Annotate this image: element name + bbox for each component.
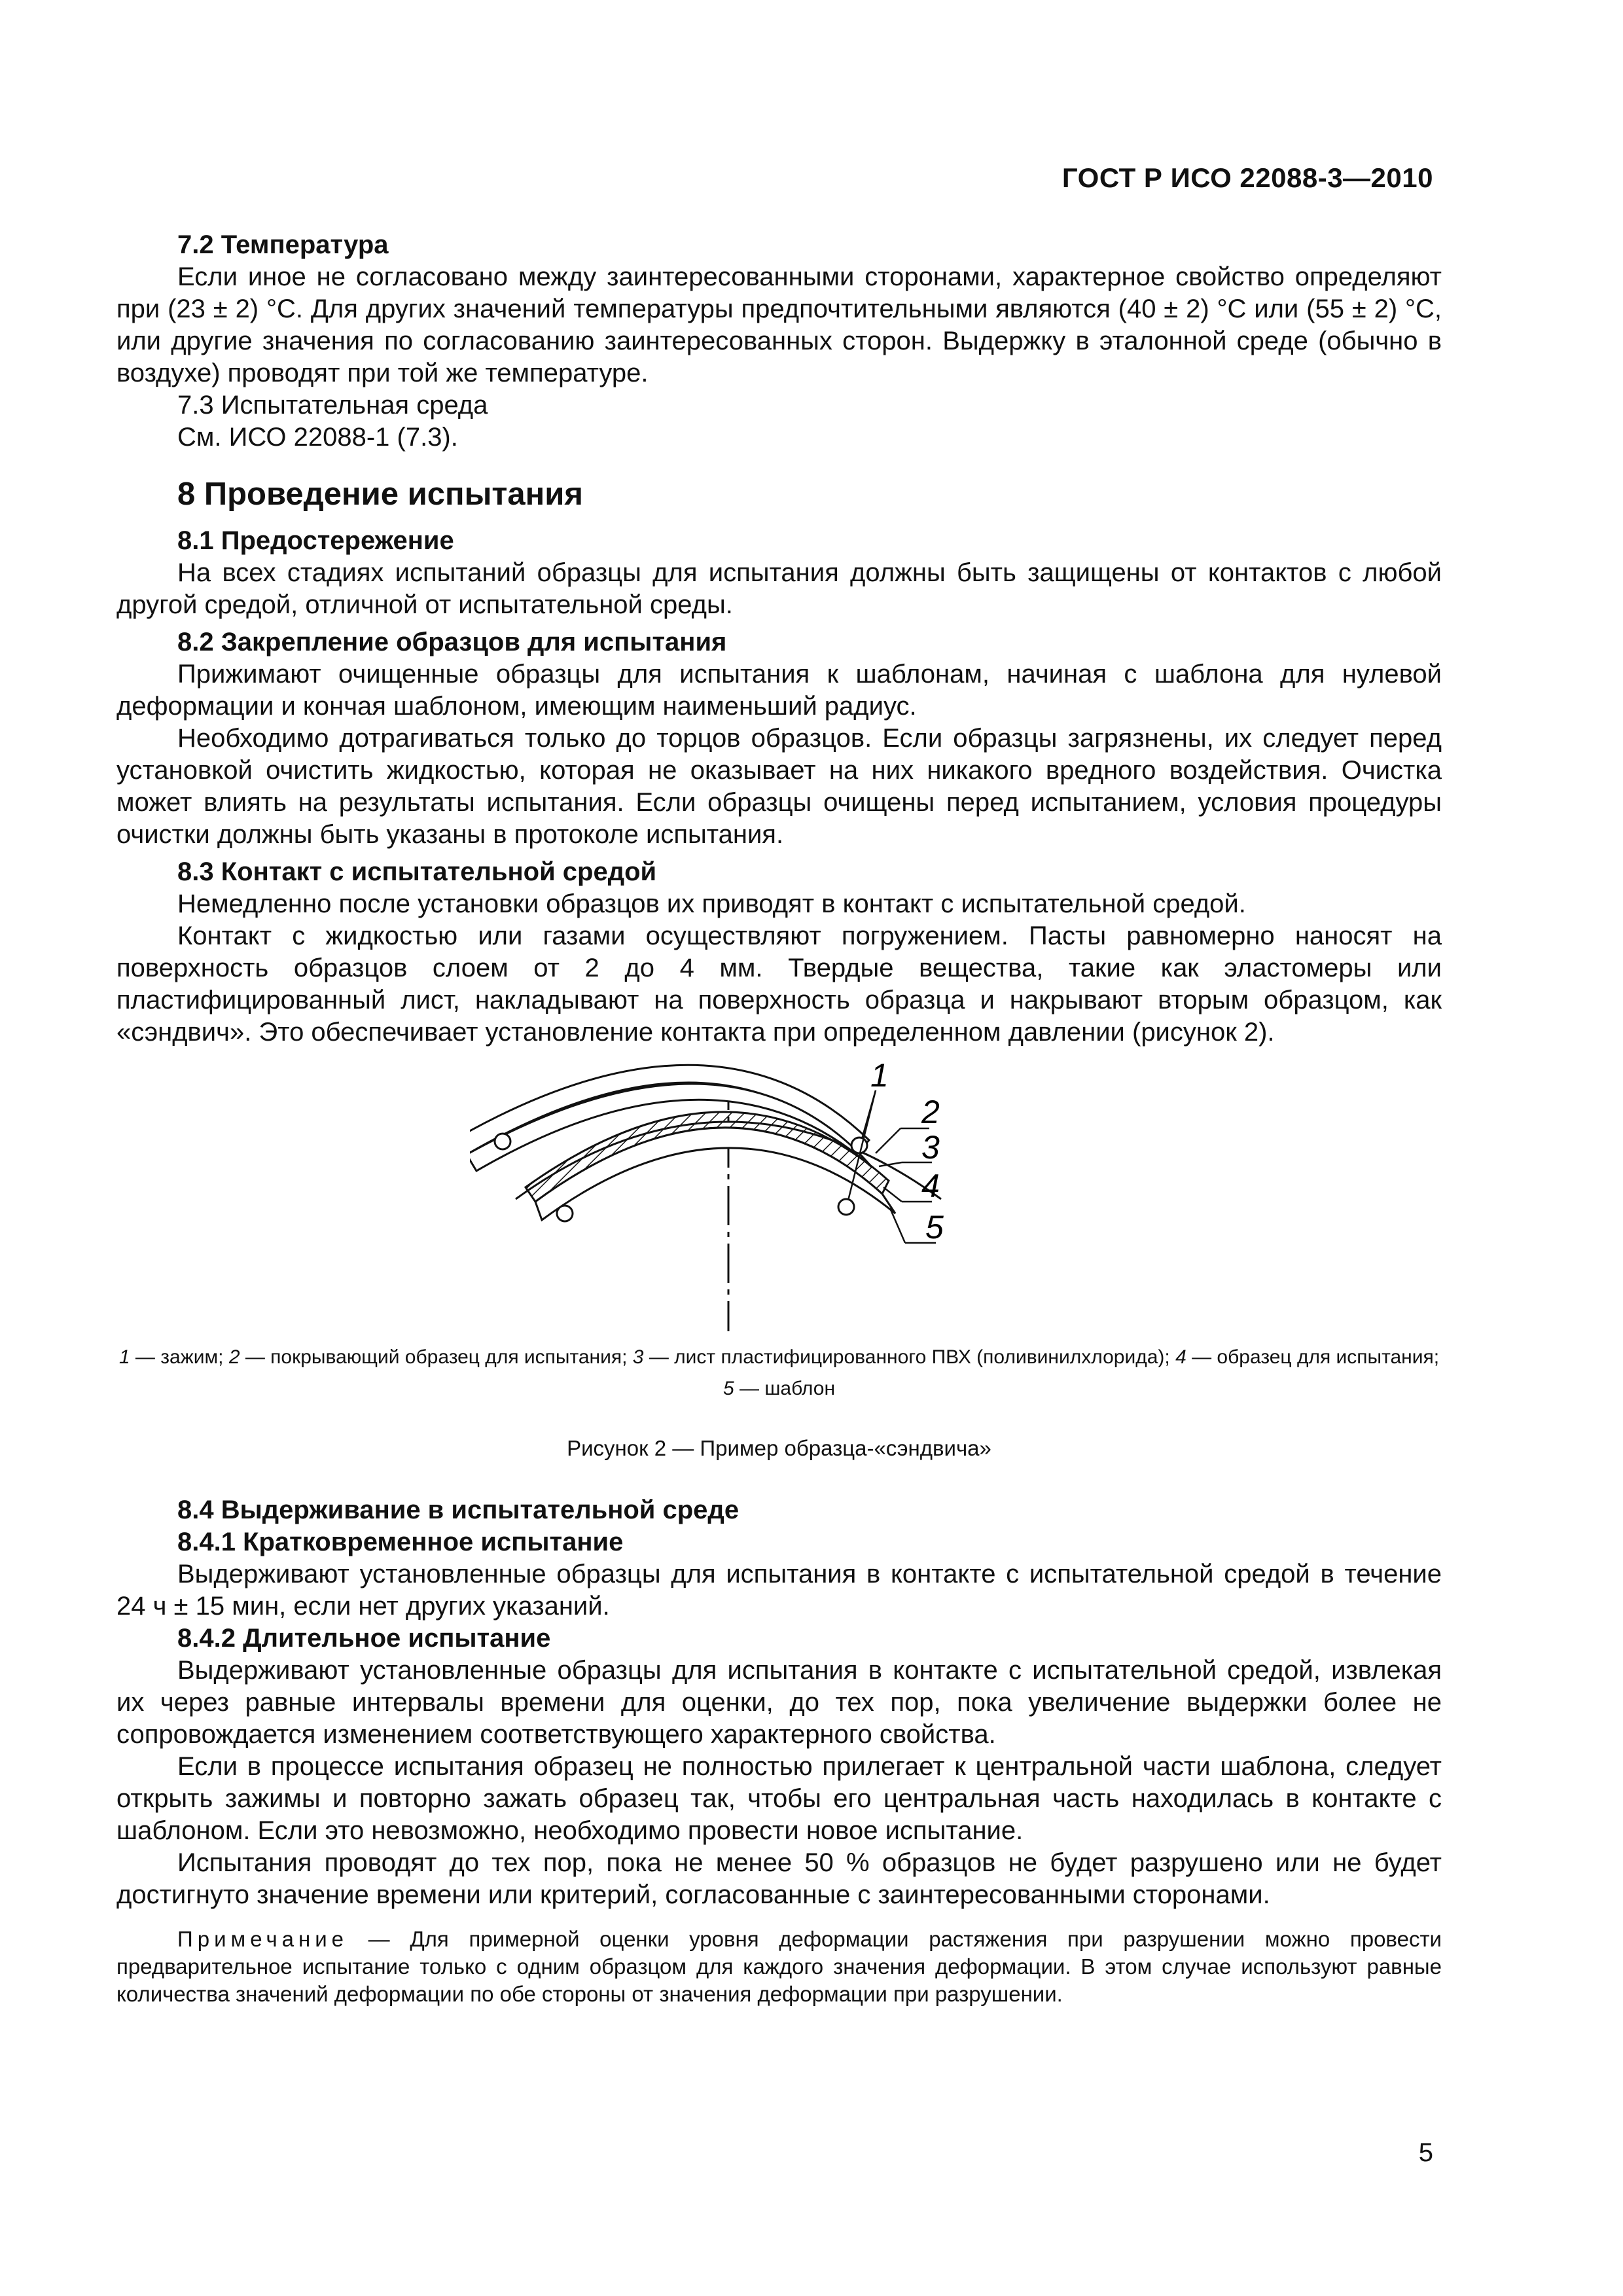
note-label: Примечание [177, 1927, 349, 1951]
paragraph-8-4-1: Выдерживают установленные образцы для испытания в контакте с испытательной средой в течение 24 ч ± 15 мин, если нет других указаний. [116, 1560, 1442, 1621]
clamp-left-top [495, 1134, 510, 1149]
figure-legend: 1 — зажим; 2 — покрывающий образец для испытания; 3 — лист пластифицированного ПВХ (поливинилхлорида); 4 — образец для испытания; 5 — шаблон [118, 1346, 1440, 1399]
heading-8-4-2: 8.4.2 Длительное испытание [177, 1624, 551, 1653]
figure-title: Рисунок 2 — Пример образца-«сэндвича» [567, 1436, 991, 1460]
paragraph-8-3-2: Контакт с жидкостью или газами осуществляют погружением. Пасты равномерно наносят на поверхность образцов слоем от 2 до 4 мм. Твердые вещества, такие как эластомеры или пластифицированный лист, накладывают на поверхность образца и накрывают вторым образцом, как «сэндвич». Это обеспечивает установление контакта при определенном давлении (рисунок 2). [116, 922, 1442, 1047]
note [116, 1926, 1442, 2008]
heading-7-2: 7.2 Температура [177, 230, 389, 259]
paragraph-7-2: Если иное не согласовано между заинтересованными сторонами, характерное свойство определяют при (23 ± 2) °С. Для других значений температуры предпочтительными являются (40 ± 2) °С или (55 ± 2) °С, или другие значения по согласованию заинтересованных сторон. Выдержку в эталонной среде (обычно в воздухе) проводят при той же температуре. [116, 262, 1442, 387]
paragraph-8-4-2-3: Испытания проводят до тех пор, пока не менее 50 % образцов не будет разрушено или не будет достигнуто значение времени или критерий, согласованные с заинтересованными сторонами. [116, 1848, 1442, 1909]
clamp-right-top [851, 1138, 867, 1153]
paragraph-8-4-2-2: Если в процессе испытания образец не полностью прилегает к центральной части шаблона, следует открыть зажимы и повторно зажать образец так, чтобы его центральная часть находилась в контакте с шаблоном. Если это невозможно, необходимо провести новое испытание. [116, 1752, 1442, 1845]
heading-8-4: 8.4 Выдерживание в испытательной среде [177, 1496, 740, 1524]
heading-8-1: 8.1 Предостережение [177, 526, 454, 555]
heading-8-3: 8.3 Контакт с испытательной средой [177, 857, 657, 886]
paragraph-8-2-1: Прижимают очищенные образцы для испытания к шаблонам, начиная с шаблона для нулевой деформации и кончая шаблоном, имеющим наименьший радиус. [116, 660, 1442, 721]
clamp-left-bottom [557, 1206, 573, 1221]
paragraph-8-3-1: Немедленно после установки образцов их приводят в контакт с испытательной средой. [177, 889, 1246, 918]
page-content [116, 229, 1442, 2008]
heading-8-2: 8.2 Закрепление образцов для испытания [177, 628, 727, 656]
page-number: 5 [1418, 2138, 1433, 2167]
paragraph-8-2-2: Необходимо дотрагиваться только до торцов образцов. Если образцы загрязнены, их следует перед установкой очистить жидкостью, которая не оказывает на них никакого вредного воздействия. Очистка может влиять на результаты испытания. Если образцы очищены перед испытанием, условия процедуры очистки должны быть указаны в протоколе испытания. [116, 724, 1442, 849]
paragraph-8-4-2-1: Выдерживают установленные образцы для испытания в контакте с испытательной средой, извлекая их через равные интервалы времени для оценки, до тех пор, пока увеличение выдержки более не сопровождается изменением соответствующего характерного свойства. [116, 1656, 1442, 1749]
sandwich-diagram [470, 1063, 1242, 1338]
label-4: 4 [921, 1168, 940, 1204]
label-1: 1 [870, 1063, 889, 1094]
label-5: 5 [925, 1209, 944, 1246]
label-3: 3 [921, 1129, 940, 1166]
heading-8-4-1: 8.4.1 Кратковременное испытание [177, 1528, 624, 1556]
paragraph-8-1: На всех стадиях испытаний образцы для испытания должны быть защищены от контактов с любой другой средой, отличной от испытательной среды. [116, 558, 1442, 619]
heading-8: 8 Проведение испытания [177, 476, 583, 512]
document-code: ГОСТ Р ИСО 22088-3—2010 [1061, 162, 1433, 193]
note-text: — Для примерной оценки уровня деформации растяжения при разрушении можно провести предварительное испытание только с одним образцом для каждого значения деформации. В этом случае используют равные количества значений деформации по обе стороны от значения деформации при разрушении. [116, 1927, 1442, 2006]
label-2: 2 [921, 1094, 940, 1130]
reference-7-3: См. ИСО 22088-1 (7.3). [177, 423, 458, 452]
clamp-right-bottom [838, 1199, 854, 1215]
figure-2 [116, 1063, 1442, 1338]
heading-7-3: 7.3 Испытательная среда [177, 391, 488, 420]
